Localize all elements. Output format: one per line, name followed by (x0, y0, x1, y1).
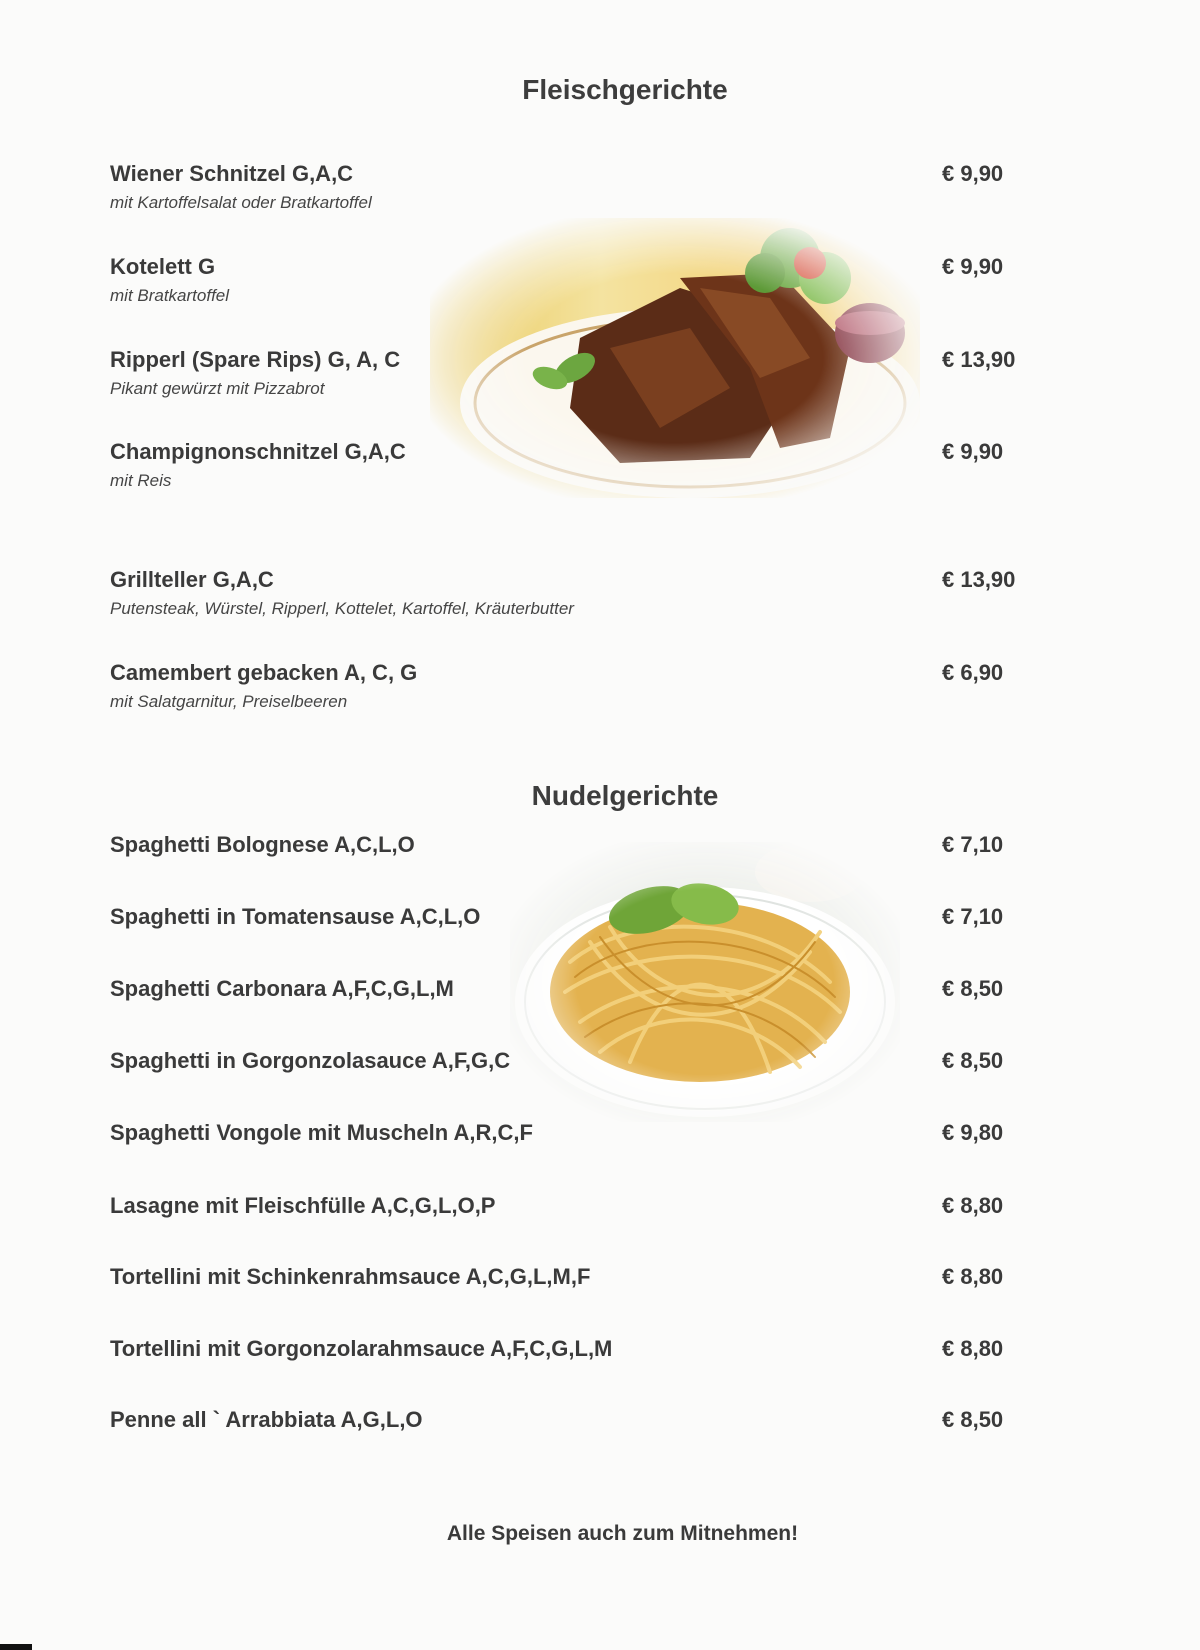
scan-edge-mark (0, 1644, 32, 1650)
item-price: € 13,90 (942, 567, 1016, 592)
menu-item (110, 903, 1010, 931)
item-price: € 9,90 (942, 439, 1004, 464)
item-description: Putensteak, Würstel, Ripperl, Kottelet, Kartoffel, Kräuterbutter (110, 599, 574, 618)
item-price: € 8,80 (942, 1193, 1004, 1218)
menu-item (110, 438, 1010, 493)
menu-item (110, 1263, 1010, 1291)
item-price: € 9,90 (942, 161, 1004, 186)
item-price: € 8,50 (942, 1048, 1004, 1073)
menu-item (110, 346, 1010, 401)
section-title-fleischgerichte: Fleischgerichte (522, 74, 728, 105)
item-description: mit Reis (110, 471, 172, 490)
item-price: € 6,90 (942, 660, 1004, 685)
item-price: € 7,10 (942, 832, 1004, 857)
takeaway-note: Alle Speisen auch zum Mitnehmen! (446, 1522, 799, 1545)
menu-item (110, 566, 1010, 621)
item-price: € 8,50 (942, 976, 1004, 1001)
menu-item (110, 659, 1010, 714)
item-name: Spaghetti Bolognese A,C,L,O (110, 832, 415, 857)
item-name: Tortellini mit Gorgonzolarahmsauce A,F,C,G,L,M (110, 1336, 613, 1361)
item-name: Spaghetti Vongole mit Muscheln A,R,C,F (110, 1120, 533, 1145)
item-name: Camembert gebacken A, C, G (110, 660, 418, 685)
item-name: Wiener Schnitzel G,A,C (110, 161, 354, 186)
menu-item (110, 253, 1010, 308)
item-description: mit Salatgarnitur, Preiselbeeren (110, 692, 348, 711)
section-title-nudelgerichte: Nudelgerichte (531, 780, 719, 811)
item-price: € 13,90 (942, 347, 1016, 372)
item-name: Champignonschnitzel G,A,C (110, 439, 406, 464)
item-name: Lasagne mit Fleischfülle A,C,G,L,O,P (110, 1193, 496, 1218)
menu-item (110, 1119, 1010, 1147)
menu-item (110, 1192, 1010, 1220)
menu-item (110, 975, 1010, 1003)
item-name: Spaghetti in Gorgonzolasauce A,F,G,C (110, 1048, 511, 1073)
item-description: mit Bratkartoffel (110, 286, 230, 305)
menu-item (110, 1047, 1010, 1075)
menu-item (110, 831, 1010, 859)
item-price: € 8,80 (942, 1264, 1004, 1289)
item-price: € 8,80 (942, 1336, 1004, 1361)
item-name: Penne all ` Arrabbiata A,G,L,O (110, 1407, 423, 1432)
item-price: € 9,90 (942, 254, 1004, 279)
menu-item (110, 160, 1010, 215)
item-price: € 8,50 (942, 1407, 1004, 1432)
item-name: Grillteller G,A,C (110, 567, 274, 592)
item-name: Spaghetti Carbonara A,F,C,G,L,M (110, 976, 454, 1001)
item-name: Kotelett G (110, 254, 216, 279)
item-description: mit Kartoffelsalat oder Bratkartoffel (110, 193, 372, 212)
item-price: € 7,10 (942, 904, 1004, 929)
item-price: € 9,80 (942, 1120, 1004, 1145)
item-name: Tortellini mit Schinkenrahmsauce A,C,G,L,M,F (110, 1264, 591, 1289)
menu-item (110, 1406, 1010, 1434)
item-name: Spaghetti in Tomatensause A,C,L,O (110, 904, 481, 929)
item-name: Ripperl (Spare Rips) G, A, C (110, 347, 401, 372)
item-description: Pikant gewürzt mit Pizzabrot (110, 379, 325, 398)
menu-item (110, 1335, 1010, 1363)
